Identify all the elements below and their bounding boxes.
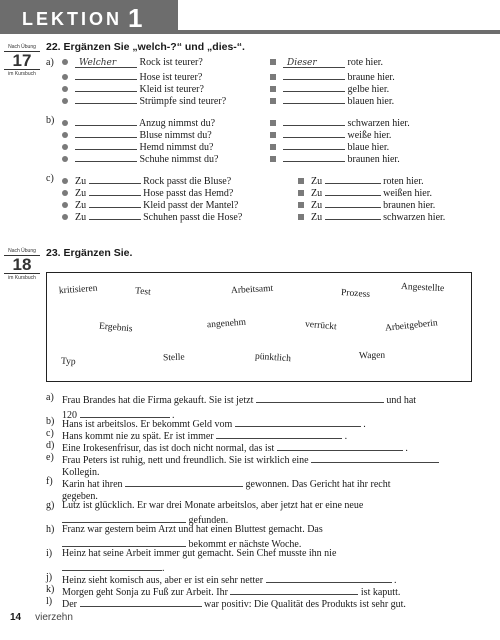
word-item: Wagen [358, 350, 386, 362]
prompt-text: blauen hier. [347, 96, 395, 107]
question-i [46, 548, 476, 572]
bullet-dot-icon [62, 178, 68, 184]
word-item: Test [134, 286, 152, 298]
prefix-text: Zu [75, 176, 87, 187]
answer-blank[interactable] [75, 57, 137, 68]
question-key: c) [46, 428, 54, 439]
prompt-text: Bluse nimmst du? [139, 130, 212, 141]
sentence-part: gefunden. [188, 515, 229, 526]
question-text [62, 596, 476, 611]
answer-blank[interactable] [62, 512, 186, 523]
prompt-text: schwarzen hier. [347, 118, 410, 129]
ref-number: 18 [4, 255, 40, 274]
prompt-text: Hemd nimmst du? [139, 142, 214, 153]
question-g [46, 500, 476, 524]
sentence-part: gewonnen. Das Gericht hat ihr recht [245, 479, 391, 490]
prompt-text: Rock ist teurer? [139, 57, 203, 68]
sentence-part: . [405, 443, 408, 454]
bullet-square-icon [298, 190, 304, 196]
sentence-part: und hat [386, 395, 417, 406]
prompt-text: braunen hier. [383, 200, 436, 211]
bullet-dot-icon [62, 86, 68, 92]
answer-blank[interactable] [283, 81, 345, 92]
answer-blank[interactable] [89, 185, 141, 196]
prompt-text: blaue hier. [347, 142, 390, 153]
question-text [62, 452, 476, 479]
prompt-text: schwarzen hier. [383, 212, 446, 223]
bullet-square-icon [270, 156, 276, 162]
answer-blank[interactable] [230, 584, 358, 595]
sentence-part: Heinz hat seine Arbeit immer gut gemacht. Sein Chef musste ihn nie [62, 548, 337, 559]
word-item: angenehm [206, 317, 247, 331]
question-text [62, 548, 476, 575]
bullet-square-icon [270, 86, 276, 92]
prompt-text: rote hier. [347, 57, 384, 68]
bullet-dot-icon [62, 144, 68, 150]
word-item: pünktlich [254, 351, 292, 365]
question-key: h) [46, 524, 55, 535]
bullet-square-icon [298, 178, 304, 184]
answer-blank[interactable] [283, 139, 345, 150]
sentence-part: 120 [62, 410, 77, 421]
prefix-text: Zu [75, 212, 87, 223]
question-h [46, 524, 476, 548]
bullet-dot-icon [62, 59, 68, 65]
prefix-text: Zu [311, 188, 323, 199]
answer-blank[interactable] [75, 115, 137, 126]
word-item: verrückt [304, 319, 338, 333]
prompt-text: Hose passt das Hemd? [143, 188, 234, 199]
prompt-text: gelbe hier. [347, 84, 390, 95]
sentence-part: . [162, 563, 165, 574]
prompt-text: Kleid ist teurer? [139, 84, 204, 95]
ex22-c-right-4 [298, 209, 445, 224]
question-key: k) [46, 584, 55, 595]
prefix-text: Zu [75, 200, 87, 211]
prompt-text: Rock passt die Bluse? [143, 176, 232, 187]
answer-blank[interactable] [283, 115, 345, 126]
question-key: j) [46, 572, 53, 583]
word-item: Arbeitgeberin [384, 318, 439, 334]
lesson-title [22, 3, 142, 34]
sentence-part: Kollegin. [62, 467, 100, 478]
bullet-square-icon [270, 132, 276, 138]
bullet-square-icon [270, 144, 276, 150]
bullet-dot-icon [62, 156, 68, 162]
question-key: l) [46, 596, 53, 607]
prompt-text: braunen hier. [347, 154, 400, 165]
prompt-text: Anzug nimmst du? [138, 118, 216, 129]
sentence-part: Karin hat ihren [62, 479, 123, 490]
answer-blank[interactable] [325, 185, 381, 196]
bullet-square-icon [298, 214, 304, 220]
ex22-c-left-4 [62, 209, 242, 224]
answer-blank[interactable] [89, 209, 141, 220]
bullet-dot-icon [62, 74, 68, 80]
sentence-part: ist kaputt. [360, 587, 401, 598]
sentence-part: Franz war gestern beim Arzt und hat einen Bluttest gemacht. Das [62, 524, 323, 535]
sentence-part: Frau Peters ist ruhig, nett und freundlich. Sie ist wirklich eine [62, 455, 309, 466]
ex22-a-left-1 [62, 57, 203, 69]
answer-blank[interactable] [277, 440, 403, 451]
answer-blank[interactable] [62, 560, 162, 571]
bullet-dot-icon [62, 214, 68, 220]
ex22-b-label: b) [46, 115, 55, 126]
prefix-text: Zu [311, 212, 323, 223]
question-f [46, 476, 476, 500]
bullet-square-icon [270, 74, 276, 80]
ex23-title: 23. Ergänzen Sie. [46, 247, 133, 259]
prompt-text: braune hier. [347, 72, 395, 83]
word-item: Angestellte [400, 281, 445, 295]
prompt-text: roten hier. [383, 176, 424, 187]
prefix-text: Zu [311, 176, 323, 187]
answer-blank[interactable] [89, 173, 141, 184]
question-a [46, 392, 476, 421]
bullet-dot-icon [62, 132, 68, 138]
question-key: b) [46, 416, 55, 427]
question-text [62, 524, 476, 551]
question-text [62, 476, 476, 503]
prompt-text: Kleid passt der Mantel? [143, 200, 239, 211]
prompt-text: Hose ist teurer? [139, 72, 203, 83]
word-item: Ergebnis [98, 321, 133, 335]
answer-blank[interactable] [216, 428, 342, 439]
answer-blank[interactable] [283, 93, 345, 104]
bullet-dot-icon [62, 190, 68, 196]
answer-blank[interactable] [75, 69, 137, 80]
ref-top: Nach Übung [8, 248, 36, 254]
sentence-part: war positiv: Die Qualität des Produkts ist sehr gut. [204, 599, 406, 610]
ex22-title: 22. Ergänzen Sie „welch-?“ und „dies-“. [46, 41, 245, 53]
page-footer [10, 612, 73, 623]
question-text [62, 500, 476, 527]
answer-blank[interactable] [235, 416, 361, 427]
answer-blank[interactable] [89, 197, 141, 208]
ex22-a-label: a) [46, 57, 54, 68]
prefix-text: Zu [311, 200, 323, 211]
question-e [46, 452, 476, 476]
page-number-word: vierzehn [35, 612, 73, 623]
answer-blank[interactable] [75, 93, 137, 104]
sentence-part: Morgen geht Sonja zu Fuß zur Arbeit. Ihr [62, 587, 228, 598]
sentence-part: gegeben. [62, 491, 98, 502]
question-key: e) [46, 452, 54, 463]
prompt-text: Schuhen passt die Hose? [143, 212, 243, 223]
ex22-b-left-4 [62, 151, 218, 166]
sentence-part: Hans kommt nie zu spät. Er ist immer [62, 431, 214, 442]
ex22-c-label: c) [46, 173, 54, 184]
prompt-text: weiße hier. [347, 130, 392, 141]
bullet-dot-icon [62, 98, 68, 104]
prompt-text: weißen hier. [383, 188, 432, 199]
lesson-number: 1 [128, 3, 143, 33]
ex22-b-right-4 [270, 151, 400, 166]
ref-bottom: im Kursbuch [8, 275, 36, 281]
bullet-square-icon [298, 202, 304, 208]
sentence-part: Hans ist arbeitslos. Er bekommt Geld vom [62, 419, 233, 430]
answer-blank[interactable] [256, 392, 384, 403]
handwritten-answer: Welcher [79, 58, 117, 68]
answer-blank[interactable] [283, 57, 345, 68]
sentence-part: . [172, 410, 175, 421]
answer-blank[interactable] [325, 197, 381, 208]
word-item: kritisieren [58, 283, 98, 297]
word-box [46, 272, 472, 382]
ref-bottom: im Kursbuch [8, 71, 36, 77]
question-key: f) [46, 476, 53, 487]
sentence-part: Der [62, 599, 77, 610]
ex23-reference-box [4, 248, 40, 281]
answer-blank[interactable] [75, 139, 137, 150]
page-number: 14 [10, 612, 22, 623]
header-rule [178, 30, 500, 34]
ex22-reference-box [4, 44, 40, 77]
answer-blank[interactable] [125, 476, 243, 487]
lesson-header [0, 0, 500, 34]
sentence-part: Frau Brandes hat die Firma gekauft. Sie ist jetzt [62, 395, 254, 406]
answer-blank[interactable] [311, 452, 439, 463]
sentence-part: . [344, 431, 348, 442]
answer-blank[interactable] [62, 536, 186, 547]
prompt-text: Strümpfe sind teurer? [139, 96, 227, 107]
word-item: Typ [60, 356, 76, 368]
ex22-a-right-1 [270, 57, 383, 69]
sentence-part: Heinz sieht komisch aus, aber er ist ein sehr netter [62, 575, 264, 586]
ref-number: 17 [4, 51, 40, 70]
answer-blank[interactable] [75, 81, 137, 92]
answer-blank[interactable] [75, 151, 137, 162]
answer-blank[interactable] [80, 596, 202, 607]
handwritten-answer: Dieser [287, 58, 317, 68]
bullet-square-icon [270, 98, 276, 104]
sentence-part: . [394, 575, 397, 586]
answer-blank[interactable] [75, 127, 137, 138]
bullet-square-icon [270, 120, 276, 126]
sentence-part: Eine Irokesenfrisur, das ist doch nicht normal, das ist [62, 443, 275, 454]
ref-top: Nach Übung [8, 44, 36, 50]
word-item: Prozess [340, 287, 371, 301]
answer-blank[interactable] [266, 572, 392, 583]
word-item: Stelle [162, 352, 185, 364]
answer-blank[interactable] [283, 69, 345, 80]
answer-blank[interactable] [325, 173, 381, 184]
question-key: a) [46, 392, 54, 403]
ex22-a-left-4 [62, 93, 226, 108]
bullet-dot-icon [62, 120, 68, 126]
answer-blank[interactable] [283, 151, 345, 162]
sentence-part: bekommt er nächste Woche. [188, 539, 302, 550]
sentence-part: Lutz ist glücklich. Er war drei Monate arbeitslos, aber jetzt hat er eine neue [62, 500, 364, 511]
ex22-a-right-4 [270, 93, 394, 108]
lesson-word: LEKTION [22, 9, 122, 29]
bullet-square-icon [270, 59, 276, 65]
answer-blank[interactable] [325, 209, 381, 220]
question-key: d) [46, 440, 55, 451]
prompt-text: Schuhe nimmst du? [139, 154, 219, 165]
sentence-part: . [363, 419, 366, 430]
prefix-text: Zu [75, 188, 87, 199]
question-key: g) [46, 500, 55, 511]
word-item: Arbeitsamt [230, 283, 274, 297]
question-key: i) [46, 548, 53, 559]
answer-blank[interactable] [283, 127, 345, 138]
bullet-dot-icon [62, 202, 68, 208]
